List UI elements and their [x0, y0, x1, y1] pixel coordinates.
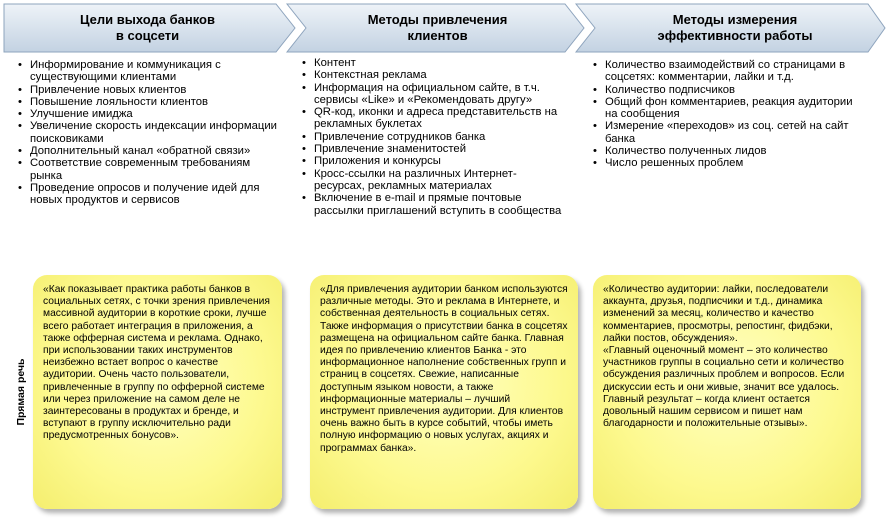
list-item: • Число решенных проблем [593, 157, 863, 169]
list-item: • Привлечение знаменитостей [302, 143, 564, 155]
list-item: • Соответствие современным требованиям рынка [18, 157, 280, 182]
list-item: • Приложения и конкурсы [302, 155, 564, 167]
list-item: • Общий фон комментариев, реакция аудитории на сообщения [593, 96, 863, 121]
list-item: • Информирование и коммуникация с существующими клиентами [18, 59, 280, 84]
list-item: • Привлечение новых клиентов [18, 84, 280, 96]
list-item: • Количество полученных лидов [593, 145, 863, 157]
goals-list [18, 59, 280, 207]
list-item: • Контекстная реклама [302, 69, 564, 81]
list-item: • Привлечение сотрудников банка [302, 131, 564, 143]
list-item: • Количество подписчиков [593, 84, 863, 96]
list-item: • Включение в e-mail и прямые почтовые рассылки приглашений вступить в сообщества [302, 192, 564, 217]
quote-box-goals [33, 275, 282, 509]
attraction-methods-list [302, 57, 564, 217]
header-measurement-methods: Методы измерения эффективности работы [657, 12, 813, 43]
list-item: • Кросс-ссылки на различных Интернет-ресурсах, рекламных материалах [302, 168, 564, 193]
quote-text: «Как показывает практика работы банков в социальных сетях, с точки зрения привлечения массивной аудитории в короткие сроки, лучше всего работает интеграция в приложения, а также офферная система и реклама. Однако, при использовании таких инструментов неизбежно встает вопрос о качестве аудитории. Очень часто пользователи, привлеченные в группу по офферной системе или через приложение на самом деле не заинтересованы в продуктах и бренде, и вступают в группу исключительно ради предусмотренных бонусов». [43, 284, 270, 442]
quote-text: «Количество аудитории: лайки, последователи аккаунта, друзья, подписчики и т.д., динамика изменений за месяц, количество и качество комментариев, просмотры, репостинг, фидбэки, лайки постов, обсуждения». «Главный оценочный момент – это количество участников группы в социально сети и количество обсуждения различных проблем и вопросов. Если дискуссии есть и они живые, значит все удалось. Главный результат – когда клиент остается довольный нашим сервисом и пишет нам благодарности и положительные отзывы». [603, 284, 845, 430]
list-item: • Контент [302, 57, 564, 69]
quote-text: «Для привлечения аудитории банком используются различные методы. Это и реклама в Интернете, и собственная деятельность в социальных сетях. Также информация о присутствии банка в соцсетях размещена на официальном сайте банка. Главная идея по привлечению клиентов Банка - это информационное наполнение собственных групп и страниц в соцсетях. Свежие, написанные доступным языком новости, а также информационные материалы – лучший инструмент привлечения аудитории. Для клиентов очень важно быть в курсе событий, чтобы иметь полную информацию о новых услугах, акциях и программах банка». [320, 284, 568, 454]
side-label-direct-speech: Прямая речь [15, 358, 27, 426]
list-item: • Дополнительный канал «обратной связи» [18, 145, 280, 157]
measurement-methods-list [593, 59, 863, 170]
list-item: • Информация на официальном сайте, в т.ч. сервисы «Like» и «Рекомендовать другу» [302, 82, 564, 107]
list-item: • QR-код, иконки и адреса представительств на рекламных буклетах [302, 106, 564, 131]
quote-box-attraction [310, 275, 578, 509]
list-item: • Проведение опросов и получение идей для новых продуктов и сервисов [18, 182, 280, 207]
header-goals: Цели выхода банков в соцсети [80, 12, 215, 43]
list-item: • Измерение «переходов» из соц. сетей на сайт банка [593, 120, 863, 145]
list-item: • Увеличение скорость индексации информации поисковиками [18, 120, 280, 145]
list-item: • Повышение лояльности клиентов [18, 96, 280, 108]
quote-box-measurement [593, 275, 861, 509]
list-item: • Улучшение имиджа [18, 108, 280, 120]
list-item: • Количество взаимодействий со страницами в соцсетях: комментарии, лайки и т.д. [593, 59, 863, 84]
header-attraction-methods: Методы привлечения клиентов [367, 12, 508, 43]
